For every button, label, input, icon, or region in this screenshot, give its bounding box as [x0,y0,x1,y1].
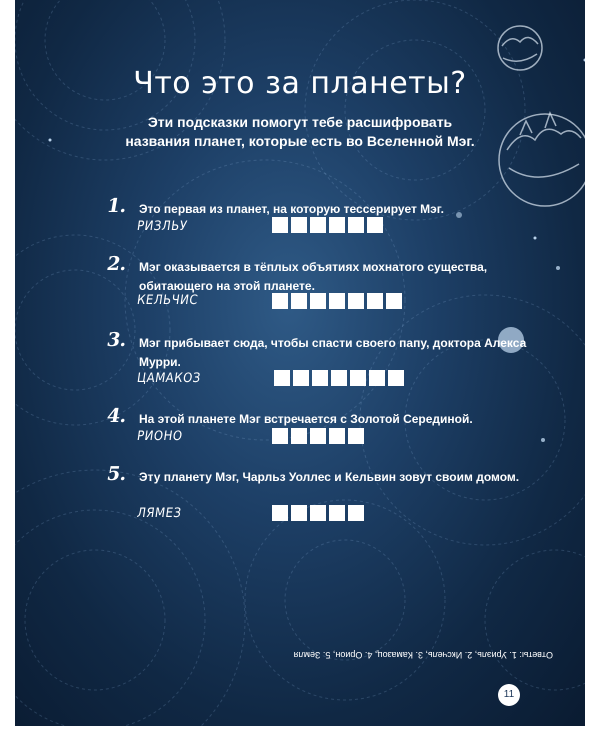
letter-box[interactable] [272,293,288,309]
letter-box[interactable] [348,293,364,309]
cipher-word: РИОНО [135,429,184,444]
intro-text: Эти подсказки помогут тебе расшифровать названия планет, которые есть во Вселенной Мэг. [125,114,475,149]
answer-boxes[interactable] [272,293,402,309]
letter-box[interactable] [329,505,345,521]
letter-box[interactable] [310,217,326,233]
letter-box[interactable] [348,428,364,444]
letter-box[interactable] [369,370,385,386]
letter-box[interactable] [386,293,402,309]
letter-box[interactable] [331,370,347,386]
page-title: Что это за планеты? [133,66,467,101]
letter-box[interactable] [272,428,288,444]
cipher-word: ЦАМАКОЗ [135,371,202,386]
cipher-word: РИЗЛЬУ [135,219,189,234]
answers-upside-down: Ответы: 1. Уриэль, 2. Иксчель, 3. Камазоц, 4. Орион, 5. Земля [293,650,553,660]
question-text: Мэг прибывает сюда, чтобы спасти своего папу, доктора Алекса Мурри. [139,336,527,369]
letter-box[interactable] [329,293,345,309]
letter-box[interactable] [388,370,404,386]
question-number: 2. [105,253,129,275]
letter-box[interactable] [274,370,290,386]
letter-box[interactable] [312,370,328,386]
question-text: Мэг оказывается в тёплых объятиях мохнатого существа, обитающего на этой планете. [139,260,488,293]
question-number: 5. [105,463,129,485]
letter-box[interactable] [348,217,364,233]
letter-box[interactable] [272,505,288,521]
letter-box[interactable] [272,217,288,233]
cipher-word: ЛЯМЕЗ [135,506,183,521]
question-text: На этой планете Мэг встречается с Золотой Серединой. [139,412,473,426]
answer-boxes[interactable] [274,370,404,386]
letter-box[interactable] [291,293,307,309]
letter-box[interactable] [291,428,307,444]
question-number: 4. [105,405,129,427]
planet-right-icon [499,114,585,206]
answer-boxes[interactable] [272,428,364,444]
answer-boxes[interactable] [272,217,383,233]
page-number: 11 [498,684,520,706]
letter-box[interactable] [329,217,345,233]
letter-box[interactable] [367,293,383,309]
letter-box[interactable] [291,505,307,521]
answer-boxes[interactable] [272,505,364,521]
question-text: Эту планету Мэг, Чарльз Уоллес и Кельвин зовут своим домом. [139,470,520,484]
letter-box[interactable] [293,370,309,386]
question-text: Это первая из планет, на которую тессерирует Мэг. [139,202,444,216]
cipher-word: КЕЛЬЧИС [135,293,200,308]
letter-box[interactable] [310,505,326,521]
letter-box[interactable] [350,370,366,386]
question-number: 1. [105,195,129,217]
letter-box[interactable] [329,428,345,444]
letter-box[interactable] [310,428,326,444]
letter-box[interactable] [291,217,307,233]
book-page [15,0,585,726]
planet-top-right-icon [498,26,542,70]
letter-box[interactable] [367,217,383,233]
question-number: 3. [105,329,129,351]
letter-box[interactable] [348,505,364,521]
letter-box[interactable] [310,293,326,309]
